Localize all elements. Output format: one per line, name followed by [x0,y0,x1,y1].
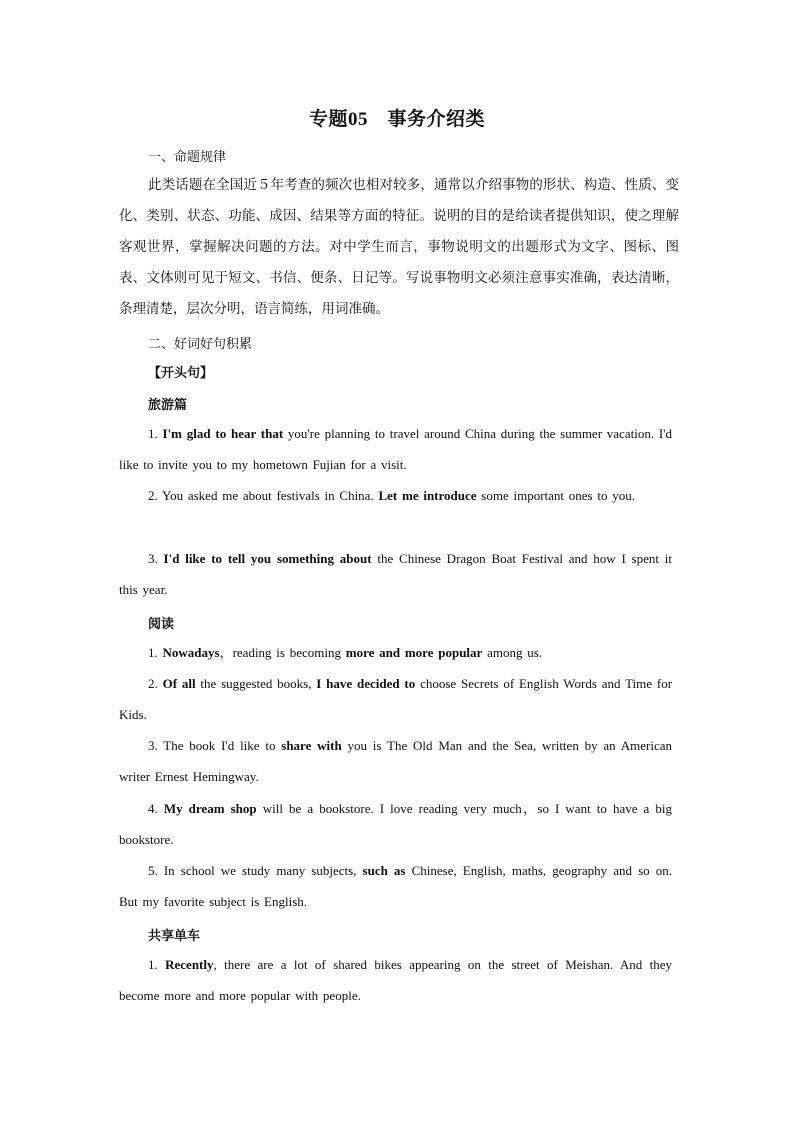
key-phrase: My dream shop [163,801,257,816]
page-title: 专题05 事务介绍类 [308,109,485,130]
item-prefix: 1. [148,957,166,972]
shared-bike-heading: 共享单车 [148,929,201,944]
key-phrase: such as [362,863,406,878]
item-text: choose Secrets of English Words and Time for Kids. [119,676,673,722]
item-prefix: 2. You asked me about festivals in China. [148,488,379,503]
key-phrase: I'm glad to hear that [162,426,284,441]
item-text: you're planning to travel around China during the summer vacation. I'd like to invite you to my hometown Fujian for a visit. [119,426,673,472]
item-text: Chinese, English, maths, geography and so on. But my favorite subject is English. [119,863,672,909]
list-item [119,668,672,730]
item-text: the Chinese Dragon Boat Festival and how I spent it this year. [119,551,673,597]
key-phrase: Of all [162,676,196,691]
item-prefix: 3. The book I'd like to [148,738,282,753]
list-item [119,480,672,511]
item-text: will be a bookstore. I love reading very much，so I want to have a big bookstore. [119,801,673,847]
key-phrase: I have decided to [316,676,416,691]
key-phrase: Nowadays [162,645,220,660]
list-item [119,793,672,855]
intro-paragraph: 此类话题在全国近５年考查的频次也相对较多，通常以介绍事物的形状、构造、性质、变化、类别、状态、功能、成因、结果等方面的特征。说明的目的是给读者提供知识，使之理解客观世界，掌握解决问题的方法。对中学生而言，事物说明文的出题形式为文字、图标、图表、文体则可见于短文、书信、便条、日记等。写说事物明文必须注意事实准确，表达清晰，条理清楚，层次分明，语言简练，用词准确。 [119,177,679,317]
item-prefix: 2. [148,676,163,691]
list-item [119,855,672,917]
item-prefix: 4. [148,801,164,816]
key-phrase: more and more popular [345,645,483,660]
key-phrase: Recently [165,957,214,972]
item-prefix: 1. [148,426,163,441]
item-text: ，reading is becoming [219,645,346,660]
key-phrase: Let me introduce [378,488,477,503]
item-text: you is The Old Man and the Sea, written by an American writer Ernest Hemingway. [119,738,672,784]
list-item [119,543,672,605]
travel-heading: 旅游篇 [148,398,188,413]
key-phrase: I'd like to tell you something about [163,551,372,566]
list-item [119,949,672,1011]
list-item [119,730,672,792]
item-text: , there are a lot of shared bikes appearing on the street of Meishan. And they become more and more popular with people. [119,957,673,1003]
item-prefix: 1. [148,645,163,660]
list-item [119,418,672,480]
reading-heading: 阅读 [148,617,175,632]
key-phrase: share with [281,738,342,753]
item-prefix: 3. [148,551,164,566]
item-text: among us. [482,645,543,660]
opening-sentences-heading: 【开头句】 [148,366,214,381]
item-text: some important ones to you. [476,488,635,503]
item-text: the suggested books, [195,676,317,691]
item-prefix: 5. In school we study many subjects, [148,863,363,878]
list-item [119,637,672,668]
section-heading-phrases: 二、好词好句积累 [148,337,253,352]
section-heading-rules: 一、命题规律 [148,150,227,165]
